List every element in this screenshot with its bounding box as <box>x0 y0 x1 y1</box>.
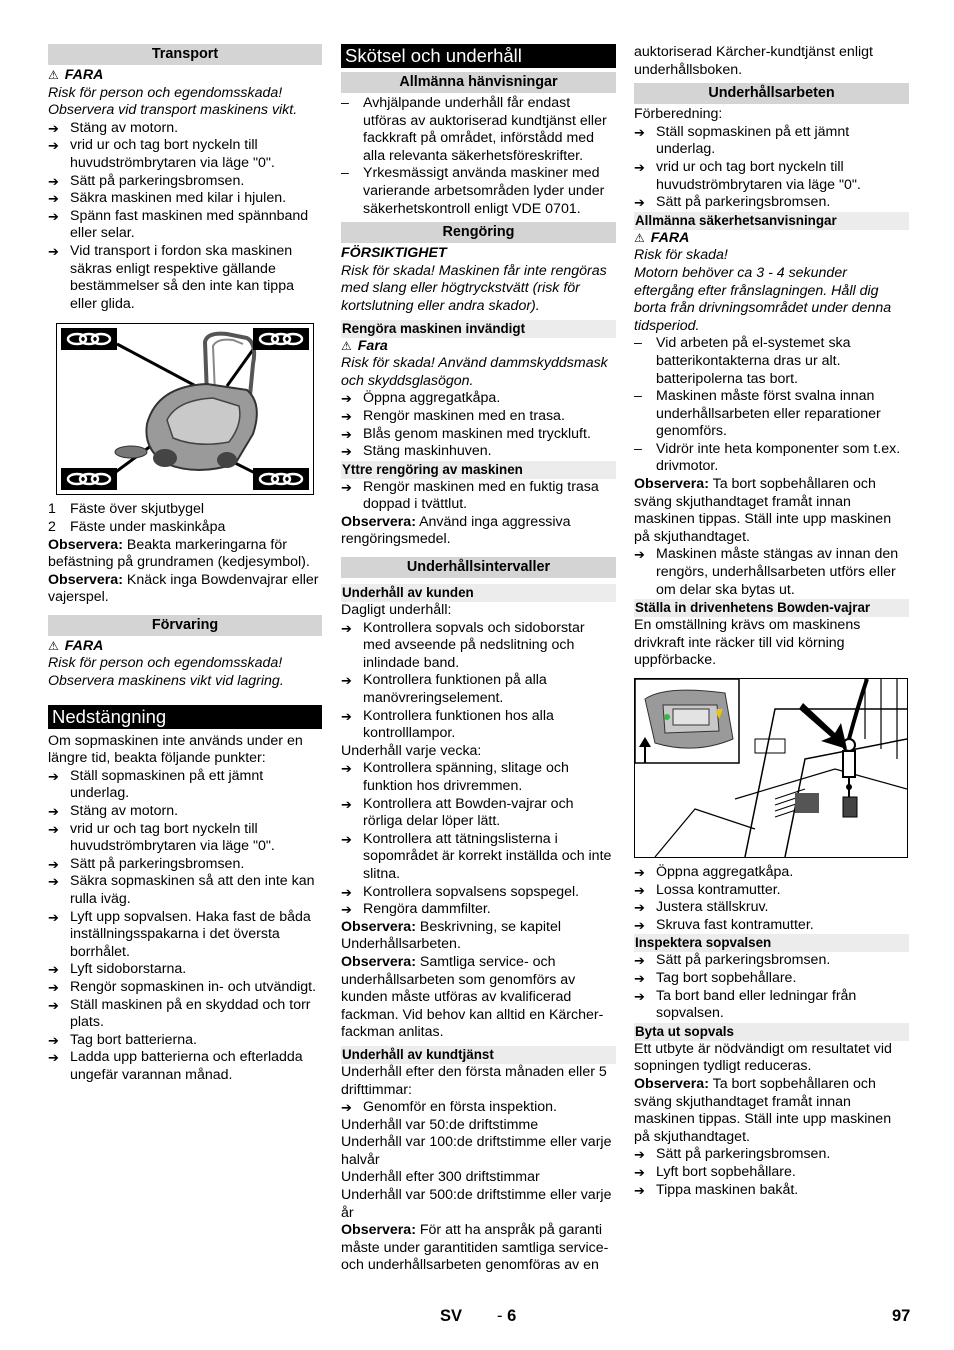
arrow-right-icon: ➔ <box>634 882 645 898</box>
arrow-right-icon: ➔ <box>341 408 352 424</box>
page-number: - 6 <box>497 1307 517 1325</box>
arrow-right-icon: ➔ <box>341 426 352 442</box>
step-item: ➔ Tag bort sopbehållare. <box>634 969 797 986</box>
arrow-right-icon: ➔ <box>634 900 645 916</box>
arrow-right-icon: ➔ <box>48 1032 59 1048</box>
arrow-right-icon: ➔ <box>48 979 59 995</box>
page-footer <box>0 1306 954 1330</box>
step-item: ➔ Sätt på parkeringsbromsen. <box>634 952 831 969</box>
chain-icon <box>61 468 117 490</box>
arrow-right-icon: ➔ <box>634 988 645 1004</box>
note: Observera: Ta bort sopbehållaren och sväng skjuthandtaget framåt innan maskinen tippas. Ställ inte upp maskinen på skjuthandtaget. <box>634 476 892 545</box>
subheading-sakerhet: Allmänna säkerhetsanvisningar <box>634 212 909 230</box>
step-item: ➔ Rengör sopmaskinen in- och utvändigt. <box>48 978 317 995</box>
step-item: ➔ Sätt på parkeringsbromsen. <box>48 172 245 189</box>
step-item: ➔ Kontrollera funktionen hos alla kontrolllampor. <box>341 707 554 742</box>
warning-label: ⚠ Fara <box>341 337 388 354</box>
step-list <box>48 120 322 314</box>
arrow-right-icon: ➔ <box>48 821 59 837</box>
step-item: ➔ Ta bort band eller ledningar från sopvalsen. <box>634 987 857 1022</box>
note: Observera: Använd inga aggressiva rengöringsmedel. <box>341 513 571 548</box>
arrow-right-icon: ➔ <box>48 243 59 259</box>
paragraph: auktoriserad Kärcher-kundtjänst enligt underhållsboken. <box>634 44 873 78</box>
arrow-right-icon: ➔ <box>634 124 645 140</box>
figure-legend-item: 2 Fäste under maskinkåpa <box>48 518 226 535</box>
warning-text: Risk för skada! <box>634 247 728 264</box>
step-item: ➔ Kontrollera att tätningslisterna i sopområdet är korrekt inställda och inte slitna. <box>341 830 612 882</box>
step-item: ➔ Tag bort batterierna. <box>48 1031 197 1048</box>
warning-triangle-icon: ⚠ <box>634 230 645 245</box>
arrow-right-icon: ➔ <box>634 159 645 175</box>
step-item: ➔ Säkra sopmaskinen så att den inte kan rulla iväg. <box>48 873 315 907</box>
arrow-right-icon: ➔ <box>634 1147 645 1163</box>
arrow-right-icon: ➔ <box>634 917 645 933</box>
subheading-byta: Byta ut sopvals <box>634 1023 909 1041</box>
figure-legend-item: 1 Fäste över skjutbygel <box>48 501 205 518</box>
arrow-right-icon: ➔ <box>341 391 352 407</box>
step-item: ➔ vrid ur och tag bort nyckeln till huvudströmbrytaren via läge "0". <box>634 158 861 193</box>
step-item: ➔ Stäng av motorn. <box>48 119 179 136</box>
chain-icon <box>61 328 117 350</box>
warning-label: ⚠ FARA <box>634 229 690 246</box>
step-item: ➔ Sätt på parkeringsbromsen. <box>634 1146 831 1163</box>
arrow-right-icon: ➔ <box>341 620 352 636</box>
dash-item: – Vidrör inte heta komponenter som t.ex. drivmotor. <box>634 440 901 475</box>
arrow-right-icon: ➔ <box>341 831 352 847</box>
arrow-right-icon: ➔ <box>48 962 59 978</box>
warning-text: Risk för person och egendomsskada! Observera vid transport maskinens vikt. <box>48 84 298 119</box>
paragraph: Underhåll var 50:de driftstimme <box>341 1116 539 1133</box>
warning-text: Motorn behöver ca 3 - 4 sekunder eftergång efter frånslagningen. Håll dig borta från drivningsområdet under denna tidsperiod. <box>634 264 892 334</box>
step-item: ➔ Kontrollera funktionen på alla manövreringselement. <box>341 672 547 707</box>
arrow-right-icon: ➔ <box>634 953 645 969</box>
paragraph: Om sopmaskinen inte används under en längre tid, beakta följande punkter: <box>48 732 303 767</box>
warning-triangle-icon: ⚠ <box>48 638 59 653</box>
note: Observera: Ta bort sopbehållaren och sväng skjuthandtaget framåt innan maskinen tippas. Ställ inte upp maskinen på skjuthandtaget. <box>634 1075 892 1145</box>
step-item: ➔ Vid transport i fordon ska maskinen säkras enligt respektive gällande bestämmelser så den inte kan tippa eller glida. <box>48 242 294 312</box>
sweeper-machine-drawing <box>57 324 313 494</box>
subheading-kundtjanst: Underhåll av kundtjänst <box>341 1046 616 1064</box>
arrow-right-icon: ➔ <box>341 444 352 460</box>
note: Observera: Beakta markeringarna för befästning på grundramen (kedjesymbol). <box>48 536 310 571</box>
section-heading-intervaller: Underhållsintervaller <box>341 557 616 578</box>
arrow-right-icon: ➔ <box>634 547 645 563</box>
paragraph: Underhåll varje vecka: <box>341 742 482 759</box>
paragraph: En omställning krävs om maskinens drivkraft inte räcker till vid körning uppförbacke. <box>634 617 861 669</box>
step-item: ➔ Rengör maskinen med en trasa. <box>341 407 565 424</box>
step-item: ➔ Lyft upp sopvalsen. Haka fast de båda inställningsspakarna i det översta borrhålet. <box>48 908 311 960</box>
section-heading-rengoring: Rengöring <box>341 222 616 243</box>
arrow-right-icon: ➔ <box>634 1164 645 1180</box>
step-item: ➔ Öppna aggregatkåpa. <box>634 864 794 880</box>
subheading-kunden: Underhåll av kunden <box>341 584 616 602</box>
warning-text: Risk för skada! Använd dammskyddsmask och skyddsglasögon. <box>341 355 608 389</box>
section-heading-forvaring: Förvaring <box>48 615 322 636</box>
step-item: ➔ Rengöra dammfilter. <box>341 901 491 918</box>
step-item: ➔ Genomför en första inspektion. <box>341 1099 557 1116</box>
arrow-right-icon: ➔ <box>341 1100 352 1116</box>
step-item: ➔ Skruva fast kontramutter. <box>634 916 814 933</box>
paragraph: Ett utbyte är nödvändigt om resultatet vid sopningen tydligt reduceras. <box>634 1040 892 1075</box>
step-item: ➔ vrid ur och tag bort nyckeln till huvudströmbrytaren via läge "0". <box>48 820 275 855</box>
paragraph: Underhåll var 100:de driftstimme eller varje halvår <box>341 1134 612 1168</box>
step-item: ➔ Blås genom maskinen med tryckluft. <box>341 425 591 442</box>
dash-item: – Vid arbeten på el-systemet ska batterikontakterna dras ur alt. batteripolerna tas bort. <box>634 335 851 387</box>
step-item: ➔ Tippa maskinen bakåt. <box>634 1181 799 1198</box>
step-item: ➔ Justera ställskruv. <box>634 899 769 916</box>
arrow-right-icon: ➔ <box>48 120 59 136</box>
arrow-right-icon: ➔ <box>634 970 645 986</box>
arrow-right-icon: ➔ <box>341 479 352 495</box>
step-item: ➔ Lyft sidoborstarna. <box>48 961 187 978</box>
language-code: SV <box>440 1307 463 1325</box>
arrow-right-icon: ➔ <box>341 673 352 689</box>
column-2 <box>341 44 616 1275</box>
step-item: ➔ Lossa kontramutter. <box>634 881 781 898</box>
chain-icon <box>253 328 309 350</box>
step-item: ➔ Säkra maskinen med kilar i hjulen. <box>48 190 287 207</box>
step-item: ➔ Ladda upp batterierna och efterladda ungefär varannan månad. <box>48 1049 303 1083</box>
bowden-cable-drawing <box>635 679 907 857</box>
arrow-right-icon: ➔ <box>341 708 352 724</box>
arrow-right-icon: ➔ <box>48 856 59 872</box>
arrow-right-icon: ➔ <box>48 909 59 925</box>
step-item: ➔ Lyft bort sopbehållare. <box>634 1163 796 1180</box>
step-item: ➔ Kontrollera sopvals och sidoborstar med avseende på nedslitning och inlindade band. <box>341 619 585 671</box>
subheading-yttre: Yttre rengöring av maskinen <box>341 461 616 479</box>
section-heading-allmanna: Allmänna hänvisningar <box>341 72 616 93</box>
step-item: ➔ Kontrollera spänning, slitage och funktion hos drivremmen. <box>341 760 569 794</box>
arrow-right-icon: ➔ <box>48 997 59 1013</box>
step-item: ➔ Ställ maskinen på en skyddad och torr plats. <box>48 996 311 1031</box>
column-3 <box>634 44 909 1199</box>
warning-triangle-icon: ⚠ <box>48 68 59 82</box>
caution-text: Risk för skada! Maskinen får inte rengöras med slang eller högtryckstvätt (risk för kortslutning eller andra skador). <box>341 262 607 314</box>
paragraph: Dagligt underhåll: <box>341 602 452 619</box>
arrow-right-icon: ➔ <box>341 761 352 777</box>
chapter-heading-nedstangning: Nedstängning <box>48 705 322 729</box>
step-list <box>48 768 322 1085</box>
total-page-number: 97 <box>892 1307 911 1325</box>
note: Observera: För att ha anspråk på garanti måste under garantitiden samtliga service- och underhållsarbeten genomföras av en <box>341 1222 609 1274</box>
arrow-right-icon: ➔ <box>634 865 645 880</box>
step-item: ➔ Ställ sopmaskinen på ett jämnt underlag. <box>48 767 264 802</box>
arrow-right-icon: ➔ <box>48 208 59 224</box>
subheading-bowden: Ställa in drivenhetens Bowden-vajrar <box>634 599 909 617</box>
arrow-right-icon: ➔ <box>48 874 59 890</box>
arrow-right-icon: ➔ <box>48 191 59 207</box>
column-1 <box>48 44 322 1085</box>
step-item: ➔ Sätt på parkeringsbromsen. <box>48 855 245 872</box>
arrow-right-icon: ➔ <box>341 902 352 918</box>
arrow-right-icon: ➔ <box>634 195 645 211</box>
section-heading-arbeten: Underhållsarbeten <box>634 83 909 104</box>
subheading-invandigt: Rengöra maskinen invändigt <box>341 320 616 338</box>
warning-label: ⚠ FARA <box>48 67 104 83</box>
chain-icon <box>253 468 309 490</box>
paragraph: Underhåll efter 300 driftstimmar <box>341 1169 540 1186</box>
dash-item: – Yrkesmässigt använda maskiner med varierande arbetsområden lyder under säkerhetskontroll enligt VDE 0701. <box>341 165 605 217</box>
chapter-heading-skotsel: Skötsel och underhåll <box>341 44 616 68</box>
step-item: ➔ Kontrollera att Bowden-vajrar och rörliga delar löper lätt. <box>341 795 574 830</box>
warning-label: ⚠ FARA <box>48 637 104 654</box>
step-item: ➔ Öppna aggregatkåpa. <box>341 390 501 407</box>
paragraph: Underhåll efter den första månaden eller 5 drifttimmar: <box>341 1063 607 1098</box>
step-item: ➔ Ställ sopmaskinen på ett jämnt underlag. <box>634 123 850 158</box>
arrow-right-icon: ➔ <box>634 1182 645 1198</box>
warning-text: Risk för person och egendomsskada! Observera maskinens vikt vid lagring. <box>48 655 284 690</box>
arrow-right-icon: ➔ <box>341 796 352 812</box>
sweeper-tie-down-illustration <box>56 323 314 495</box>
arrow-right-icon: ➔ <box>48 804 59 820</box>
step-item: ➔ Sätt på parkeringsbromsen. <box>634 194 831 211</box>
arrow-right-icon: ➔ <box>48 138 59 154</box>
step-item: ➔ Stäng av motorn. <box>48 803 179 820</box>
dash-item: – Avhjälpande underhåll får endast utföras av auktoriserad kundtjänst eller fackkraft på området, införstådd med alla relevanta säkerhetsföreskrifter. <box>341 95 607 164</box>
paragraph: Underhåll var 500:de driftstimme eller varje år <box>341 1187 612 1221</box>
paragraph: Förberedning: <box>634 106 723 123</box>
arrow-right-icon: ➔ <box>341 884 352 900</box>
warning-triangle-icon: ⚠ <box>341 338 352 353</box>
note: Observera: Beskrivning, se kapitel Underhållsarbeten. <box>341 918 562 953</box>
bowden-cable-adjustment-illustration <box>634 678 908 858</box>
dash-item: – Maskinen måste först svalna innan underhållsarbeten eller reparationer genomförs. <box>634 388 881 440</box>
caution-label: FÖRSIKTIGHET <box>341 245 447 262</box>
step-item: ➔ Stäng maskinhuven. <box>341 443 492 460</box>
step-item: ➔ Kontrollera sopvalsens sopspegel. <box>341 883 580 900</box>
step-item: ➔ Spänn fast maskinen med spännband eller selar. <box>48 207 309 242</box>
arrow-right-icon: ➔ <box>48 173 59 189</box>
step-item: ➔ Maskinen måste stängas av innan den rengörs, underhållsarbeten utförs eller om delar ska bytas ut. <box>634 546 899 598</box>
note: Observera: Samtliga service- och underhållsarbeten som genomförs av kunden måste utföras av kvalificerad fackman. Vid behov kan alltid en Kärcher-fackman anlitas. <box>341 953 604 1041</box>
arrow-right-icon: ➔ <box>48 1050 59 1066</box>
section-heading-transport: Transport <box>48 44 322 65</box>
step-item: ➔ vrid ur och tag bort nyckeln till huvudströmbrytaren via läge "0". <box>48 137 275 171</box>
note: Observera: Knäck inga Bowdenvajrar eller vajerspel. <box>48 571 319 606</box>
arrow-right-icon: ➔ <box>48 768 59 784</box>
step-item: ➔ Rengör maskinen med en fuktig trasa doppad i tvättlut. <box>341 478 599 513</box>
subheading-inspektera: Inspektera sopvalsen <box>634 934 909 952</box>
